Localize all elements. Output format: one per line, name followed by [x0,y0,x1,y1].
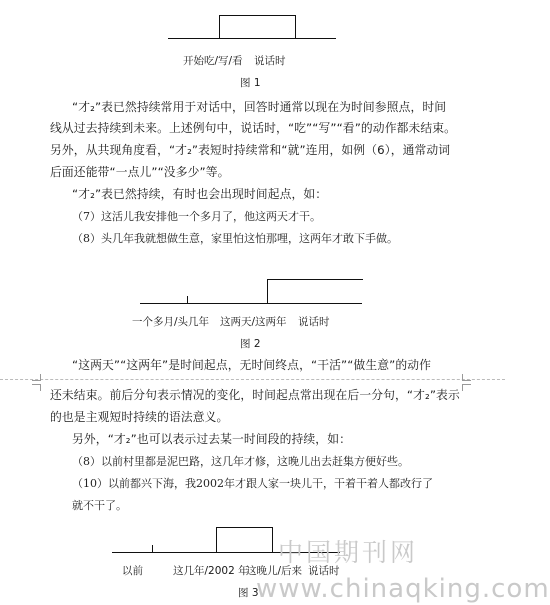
figure-caption: 图 3 [238,587,259,599]
label-end: 这晚儿/后来 [246,565,303,577]
end-tick [272,527,273,553]
example-sentence: （8）以前村里都是泥巴路，这几年才修，这晚儿出去赶集方便好些。 [72,455,409,468]
paragraph-line: 另外，从共现角度看，“才₂”表短时持续常和“就”连用，如例（6），通常动词 [50,143,451,157]
tick [152,545,153,553]
start-tick [267,279,268,304]
timeline-axis [168,38,336,39]
paragraph-line: 还未结束。前后分句表示情况的变化，时间起点常出现在后一分句，“才₂”表示 [50,388,460,402]
start-tick [216,527,217,553]
page-corner-mark [462,384,471,391]
timeline-axis [140,303,362,304]
page-corner-mark [462,374,471,381]
label-speech-time: 说话时 [298,316,330,328]
label-start: 这两天/这两年 [220,316,287,328]
label-past: 以前 [122,565,143,577]
paragraph-line: 线从过去持续到未来。上述例句中，说话时，“吃”“写”“看”的动作都未结束。 [50,121,457,135]
label-start: 开始吃/写/看 [183,55,243,67]
duration-bar [219,15,295,16]
label-speech-time: 说话时 [308,565,340,577]
label-speech-time: 说话时 [254,55,286,67]
paragraph-line: 另外，“才₂”也可以表示过去某一时间段的持续，如： [72,432,351,446]
figure-caption: 图 2 [240,338,261,350]
paragraph-line: 的也是主观短时持续的语法意义。 [50,410,229,424]
tick [187,296,188,304]
page-corner-mark [32,374,41,381]
paragraph-line: 后面还能带“一点儿”“没多少”等。 [50,165,230,179]
start-tick [219,15,220,39]
label-start: 这几年/2002 年 [173,565,249,577]
paragraph-line: “才₂”表已然持续，有时也会出现时间起点，如： [72,187,328,201]
example-sentence: （7）这活儿我安排他一个多月了，他这两天才干。 [72,210,321,223]
page-corner-mark [32,384,41,391]
label-period: 一个多月/头几年 [132,316,210,328]
paragraph-line: “这两天”“这两年”是时间起点，无时间终点，“干活”“做生意”的动作 [72,358,432,372]
page-break [0,379,505,380]
paragraph-line: “才₂”表已然持续常用于对话中，回答时通常以现在为时间参照点，时间 [72,100,447,114]
example-sentence: （8）头几年我就想做生意，家里怕这怕那哩，这两年才敢下手做。 [72,232,398,245]
duration-bar [267,279,363,280]
example-sentence: 就不干了。 [72,499,127,512]
figure-caption: 图 1 [240,77,261,89]
watermark-logo: 中国期刊网 [278,538,419,567]
duration-bar [216,527,272,528]
watermark-url: www.chinaqking.com [256,574,550,604]
speech-time-tick [295,15,296,39]
example-sentence: （10）以前都兴下海，我2002年才跟人家一块儿干，干着干着人都改行了 [72,477,433,490]
